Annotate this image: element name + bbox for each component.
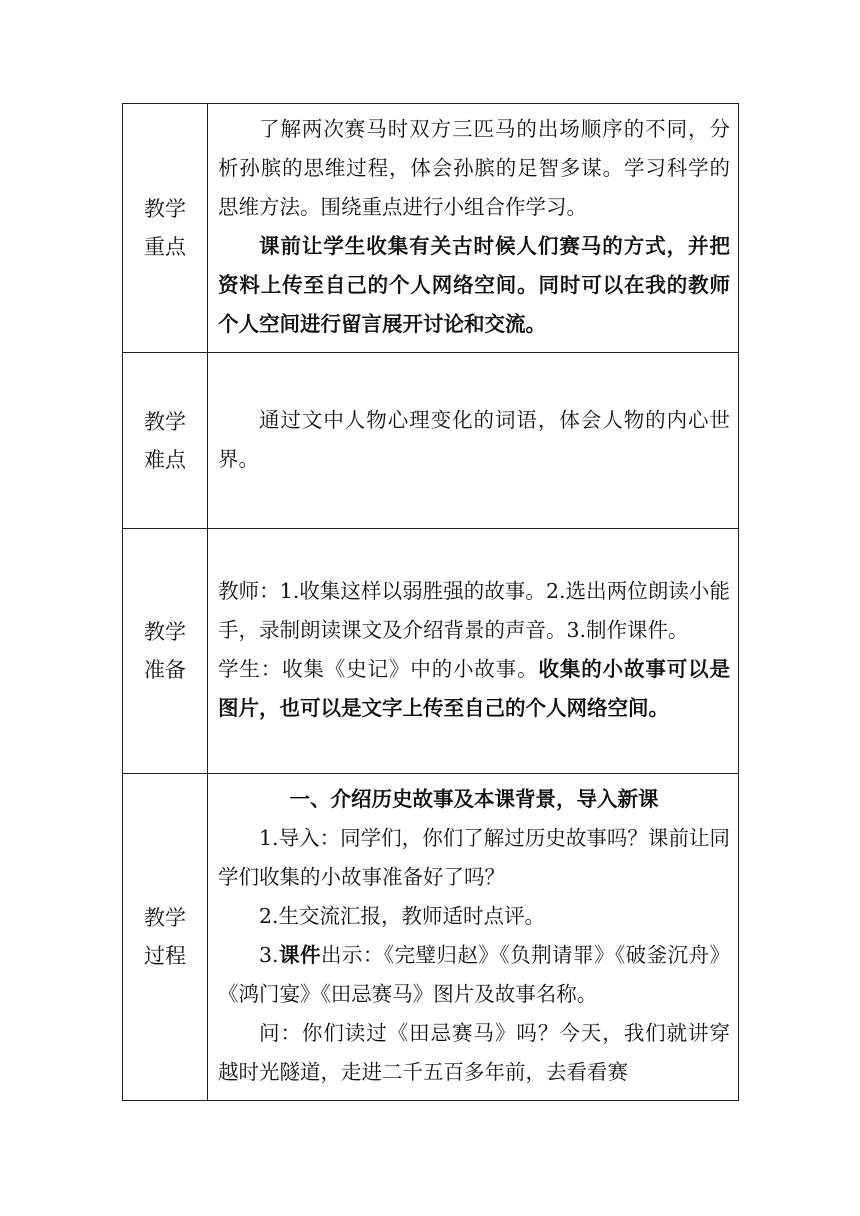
student-preparation-text: 学生：收集《史记》中的小故事。 [218,657,539,681]
section-heading: 一、介绍历史故事及本课背景，导入新课 [289,787,659,811]
row-content-key-points [208,104,739,353]
row-label-line: 过程 [144,944,186,968]
row-content-difficulties [208,353,739,529]
row-content-preparation [208,529,739,774]
row-label-line: 重点 [144,235,186,259]
process-step-2: 2.生交流汇报，教师适时点评。 [259,904,546,928]
difficulties-paragraph: 通过文中人物心理变化的词语，体会人物的内心世界。 [218,407,730,471]
lesson-plan-table [122,103,739,1101]
table-row-process [123,774,739,1101]
student-preparation-bold-text: 收集的小故事可以是图片，也可以是文字上传至自己的个人网络空间。 [218,657,731,720]
process-step-3-courseware: 课件 [278,943,321,967]
process-question: 问：你们读过《田忌赛马》吗？今天，我们就讲穿越时光隧道，走进二千五百多年前，去看看赛 [218,1021,730,1084]
row-label-line: 准备 [144,658,186,682]
row-label-preparation [123,529,208,774]
table-row-preparation [123,529,739,774]
row-label-key-points [123,104,208,353]
process-content-box [218,780,730,1091]
table-row-key-points [123,104,739,353]
key-points-network-paragraph: 课前让学生收集有关古时候人们赛马的方式，并把资料上传至自己的个人网络空间。同时可以在我的教师个人空间进行留言展开讨论和交流。 [218,234,730,336]
row-content-process [208,774,739,1101]
row-label-line: 教学 [144,197,186,221]
process-step-3-number: 3. [259,943,279,967]
student-preparation-paragraph [218,650,730,728]
teacher-preparation-paragraph: 教师：1.收集这样以弱胜强的故事。2.选出两位朗读小能手，录制朗读课文及介绍背景的声音。3.制作课件。 [218,579,730,642]
row-label-line: 教学 [144,906,186,930]
key-points-paragraph: 了解两次赛马时双方三匹马的出场顺序的不同，分析孙膑的思维过程，体会孙膑的足智多谋。学习科学的思维方法。围绕重点进行小组合作学习。 [218,117,730,219]
row-label-line: 教学 [144,409,186,434]
row-label-line: 教学 [144,620,186,644]
row-label-line: 难点 [144,447,186,472]
process-step-3-text: 出示：《完璧归赵》《负荆请罪》《破釜沉舟》《鸿门宴》《田忌赛马》图片及故事名称。 [218,943,730,1006]
row-label-process [123,774,208,1101]
process-step-1: 1.导入：同学们，你们了解过历史故事吗？课前让同学们收集的小故事准备好了吗？ [218,826,730,889]
row-label-difficulties [123,353,208,529]
process-step-3 [218,936,730,1014]
table-row-difficulties [123,353,739,529]
